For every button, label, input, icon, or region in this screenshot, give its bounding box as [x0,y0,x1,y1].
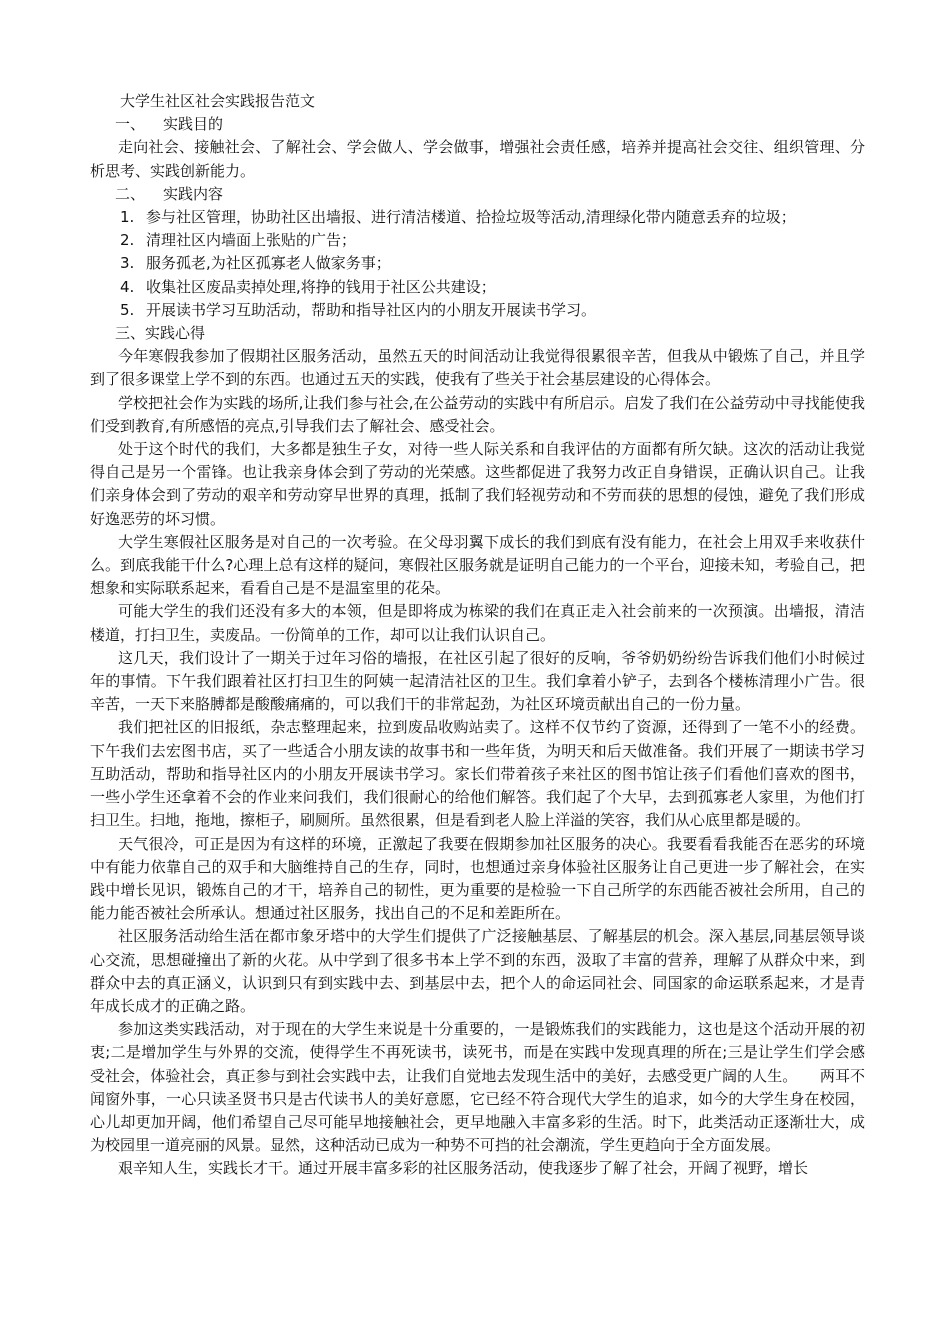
list-item-text: 清理社区内墙面上张贴的广告； [146,231,357,250]
paragraph: 处于这个时代的我们，大多都是独生子女，对待一些人际关系和自我评估的方面都有所欠缺。这次的活动让我觉得自己是另一个雷锋。也让我亲身体会到了劳动的光荣感。这些都促进了我努力改正自身错误，正确认识自己。让我们亲身体会到了劳动的艰辛和劳动穿早世界的真理，抵制了我们轻视劳动和不劳而获的思想的侵蚀，避免了我们形成好逸恶劳的坏习惯。 [90,440,865,528]
list-item-number: 5. [120,300,135,319]
list-item-text: 服务孤老,为社区孤寡老人做家务事； [146,254,391,273]
paragraph: 可能大学生的我们还没有多大的本领，但是即将成为栋梁的我们在真正走入社会前来的一次预演。出墙报，清洁楼道，打扫卫生，卖废品。一份简单的工作，却可以让我们认识自己。 [90,602,865,644]
list-item-number: 1. [120,208,135,227]
list-item-number: 4. [120,277,135,296]
document-page [90,90,865,1181]
document-title: 大学生社区社会实践报告范文 [120,92,316,110]
paragraph: 学校把社会作为实践的场所,让我们参与社会,在公益劳动的实践中有所启示。启发了我们在公益劳动中寻找能使我们受到教育,有所感悟的亮点,引导我们去了解社会、感受社会。 [90,393,865,435]
paragraph: 社区服务活动给生活在都市象牙塔中的大学生们提供了广泛接触基层、了解基层的机会。深入基层,同基层领导谈心交流，思想碰撞出了新的火花。从中学到了很多书本上学不到的东西，汲取了丰富的营养，理解了从群众中来，到群众中去的真正涵义，认识到只有到实践中去、到基层中去，把个人的命运同社会、同国家的命运联系起来，才是青年成长成才的正确之路。 [90,927,865,1015]
list-item-number: 2. [120,231,135,250]
list-item [90,229,865,252]
paragraph: 走向社会、接触社会、了解社会、学会做人、学会做事，增强社会责任感，培养并提高社会交往、组织管理、分析思考、实践创新能力。 [90,138,865,180]
paragraph: 今年寒假我参加了假期社区服务活动，虽然五天的时间活动让我觉得很累很辛苦，但我从中锻炼了自己，并且学到了很多课堂上学不到的东西。也通过五天的实践，使我有了些关于社会基层建设的心得体会。 [90,347,865,389]
section-heading-3: 三、实践心得 [115,324,206,343]
paragraph: 我们把社区的旧报纸，杂志整理起来，拉到废品收购站卖了。这样不仅节约了资源，还得到了一笔不小的经费。下午我们去宏图书店，买了一些适合小朋友读的故事书和一些年货，为明天和后天做准备。我们开展了一期读书学习互助活动，帮助和指导社区内的小朋友开展读书学习。家长们带着孩子来社区的图书馆让孩子们看他们喜欢的图书，一些小学生还拿着不会的作业来问我们，我们很耐心的给他们解答。我们起了个大早，去到孤寡老人家里，为他们打扫卫生。扫地，拖地，擦柜子，刷厕所。虽然很累，但是看到老人脸上洋溢的笑容，我们从心底里都是暖的。 [90,718,865,830]
paragraph: 大学生寒假社区服务是对自己的一次考验。在父母羽翼下成长的我们到底有没有能力，在社会上用双手来收获什么。到底我能干什么?心理上总有这样的疑问，寒假社区服务就是证明自己能力的一个平台，迎接未知，考验自己，把想象和实际联系起来，看看自己是不是温室里的花朵。 [90,532,865,598]
paragraph: 参加这类实践活动，对于现在的大学生来说是十分重要的，一是锻炼我们的实践能力，这也是这个活动开展的初衷;二是增加学生与外界的交流，使得学生不再死读书，读死书，而是在实践中发现真理的所在;三是让学生们学会感受社会，体验社会，真正参与到社会实践中去，让我们自觉地去发现生活中的美好，去感受更广阔的人生。 两耳不闻窗外事，一心只读圣贤书只是古代读书人的美好意愿，它已经不符合现代大学生的追求，如今的大学生身在校园，心儿却更加开阔，他们希望自己尽可能早地接触社会，更早地融入丰富多彩的生活。时下，此类活动正逐渐壮大，成为校园里一道亮丽的风景。显然，这种活动已成为一种势不可挡的社会潮流，学生更趋向于全方面发展。 [90,1020,865,1155]
list-item [90,299,865,322]
paragraph: 这几天，我们设计了一期关于过年习俗的墙报，在社区引起了很好的反响，爷爷奶奶纷纷告诉我们他们小时候过年的事情。下午我们跟着社区打扫卫生的阿姨一起清洁社区的卫生。我们拿着小铲子，去到各个楼栋清理小广告。很辛苦，一天下来胳膊都是酸酸痛痛的，可以我们干的非常起劲，为社区环境贡献出自己的一份力量。 [90,648,865,714]
section-heading-1 [90,113,865,136]
list-item [90,206,865,229]
list-item-number: 3. [120,254,135,273]
section-title: 实践目的 [163,115,224,134]
section-number: 二、 [115,184,146,203]
list-item-text: 开展读书学习互助活动，帮助和指导社区内的小朋友开展读书学习。 [146,300,597,319]
paragraph: 天气很冷，可正是因为有这样的环境，正激起了我要在假期参加社区服务的决心。我要看看我能否在恶劣的环境中有能力依靠自己的双手和大脑维持自己的生存，同时，也想通过亲身体验社区服务让自己更进一步了解社会，在实践中增长见识，锻炼自己的才干，培养自己的韧性，更为重要的是检验一下自己所学的东西能否被社会所用，自己的能力能否被社会所承认。想通过社区服务，找出自己的不足和差距所在。 [90,834,865,923]
paragraph: 艰辛知人生，实践长才干。通过开展丰富多彩的社区服务活动，使我逐步了解了社会，开阔了视野，增长 [118,1159,809,1178]
list-item-text: 参与社区管理，协助社区出墙报、进行清洁楼道、拾捡垃圾等活动,清理绿化带内随意丢弃的垃圾； [146,208,796,227]
section-heading-2 [90,183,865,206]
list-item [90,276,865,299]
section-number: 一、 [115,115,146,134]
list-item [90,252,865,275]
list-item-text: 收集社区废品卖掉处理,将挣的钱用于社区公共建设； [146,277,496,296]
section-title: 实践内容 [163,184,224,203]
content-list [90,206,865,322]
